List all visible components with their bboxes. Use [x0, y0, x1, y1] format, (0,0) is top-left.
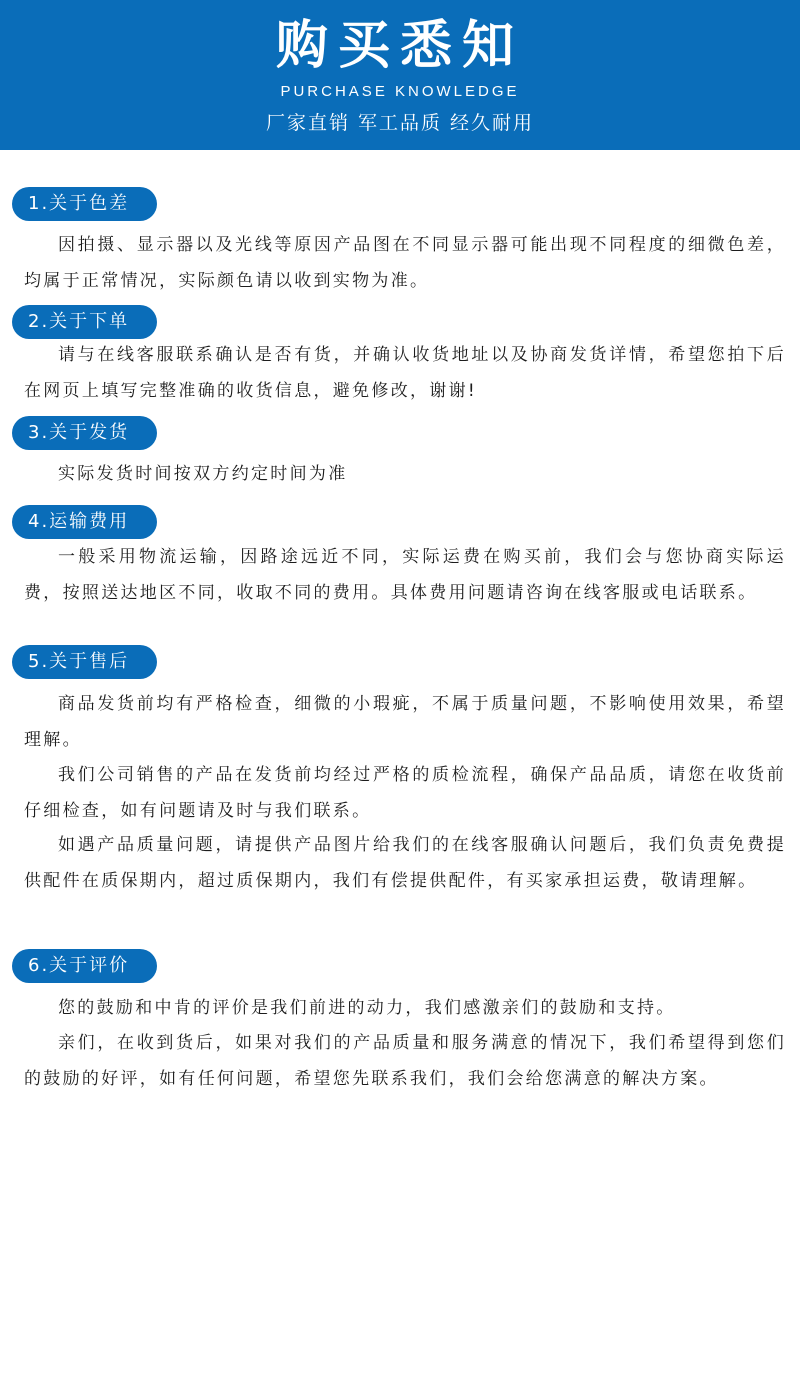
- section-paragraph: 请与在线客服联系确认是否有货，并确认收货地址以及协商发货详情，希望您拍下后在网页上填写完整准确的收货信息，避免修改，谢谢!: [24, 345, 786, 401]
- section-paragraph: 商品发货前均有严格检查，细微的小瑕疵，不属于质量问题，不影响使用效果，希望理解。: [24, 694, 786, 750]
- header-banner: [0, 0, 800, 150]
- section-heading-freight-cost: 4.运输费用: [12, 505, 157, 539]
- section-paragraph: 我们公司销售的产品在发货前均经过严格的质检流程，确保产品品质，请您在收货前仔细检查，如有问题请及时与我们联系。: [24, 765, 786, 821]
- section-heading-ordering: 2.关于下单: [12, 305, 157, 339]
- section-heading-shipping: 3.关于发货: [12, 416, 157, 450]
- page-slogan: 厂家直销 军工品质 经久耐用: [265, 112, 535, 134]
- section-paragraph: 您的鼓励和中肯的评价是我们前进的动力，我们感激亲们的鼓励和支持。: [58, 998, 676, 1018]
- section-heading-reviews: 6.关于评价: [12, 949, 157, 983]
- section-paragraph: 实际发货时间按双方约定时间为准: [58, 464, 348, 484]
- page-title: 购买悉知: [275, 16, 524, 76]
- section-paragraph: 一般采用物流运输，因路途远近不同，实际运费在购买前，我们会与您协商实际运费，按照送达地区不同，收取不同的费用。具体费用问题请咨询在线客服或电话联系。: [24, 547, 786, 603]
- section-heading-color-difference: 1.关于色差: [12, 187, 157, 221]
- page-subtitle-english: PURCHASE KNOWLEDGE: [280, 83, 520, 100]
- section-paragraph: 如遇产品质量问题，请提供产品图片给我们的在线客服确认问题后，我们负责免费提供配件在质保期内，超过质保期内，我们有偿提供配件，有买家承担运费，敬请理解。: [24, 835, 786, 891]
- section-heading-after-sales: 5.关于售后: [12, 645, 157, 679]
- section-paragraph: 亲们，在收到货后，如果对我们的产品质量和服务满意的情况下，我们希望得到您们的鼓励的好评，如有任何问题，希望您先联系我们，我们会给您满意的解决方案。: [24, 1033, 786, 1089]
- section-paragraph: 因拍摄、显示器以及光线等原因产品图在不同显示器可能出现不同程度的细微色差，均属于正常情况，实际颜色请以收到实物为准。: [24, 235, 786, 291]
